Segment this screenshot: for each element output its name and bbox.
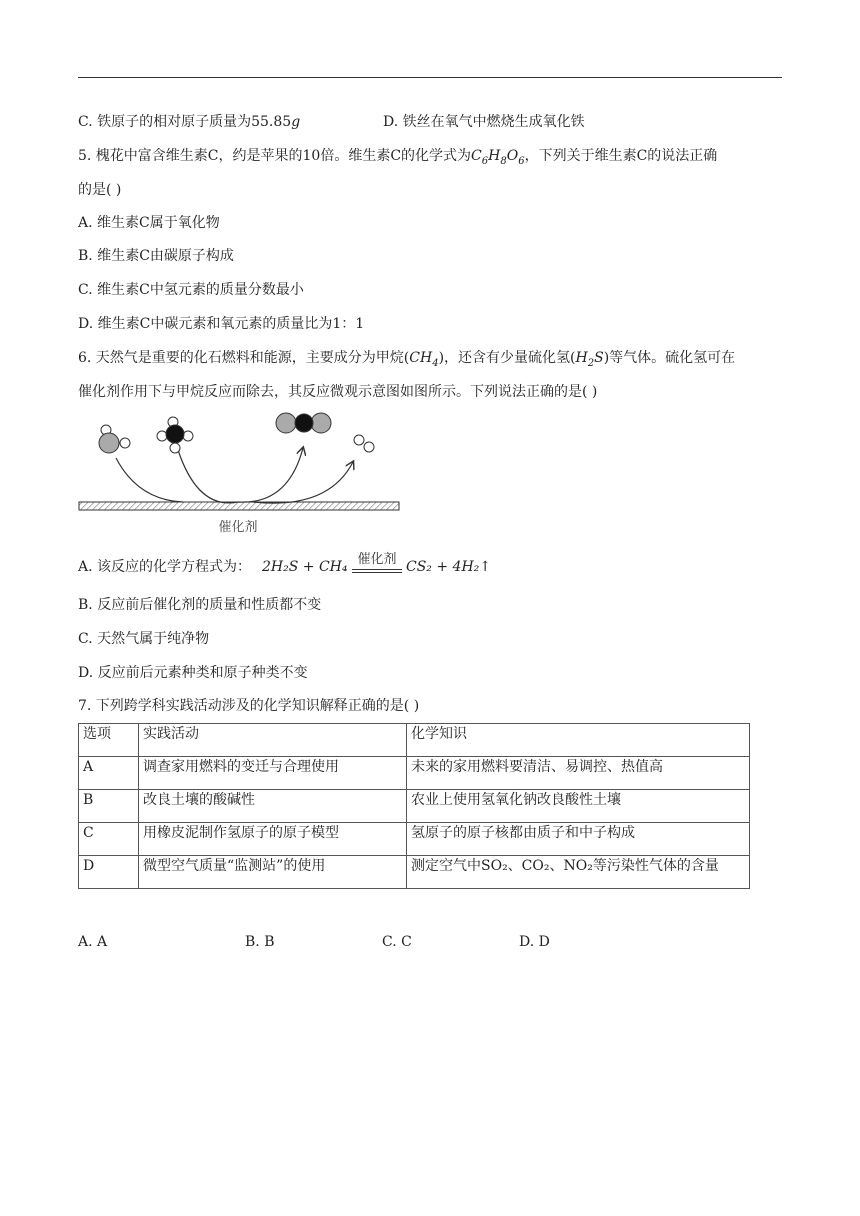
reactant-path-1 bbox=[116, 458, 183, 502]
h2s-molecule bbox=[99, 425, 130, 453]
table-cell: A bbox=[79, 757, 139, 790]
q6-option-c: C. 天然气属于纯净物 bbox=[78, 631, 210, 647]
table-cell: D bbox=[79, 856, 139, 889]
q5-option-b: B. 维生素C由碳原子构成 bbox=[78, 248, 234, 264]
table-cell: 氢原子的原子核都由质子和中子构成 bbox=[407, 823, 750, 856]
q4-option-d: D. 铁丝在氧气中燃烧生成氧化铁 bbox=[383, 114, 585, 130]
header-rule bbox=[78, 77, 782, 78]
table-cell: 未来的家用燃料要清洁、易调控、热值高 bbox=[407, 757, 750, 790]
q5-option-a: A. 维生素C属于氧化物 bbox=[78, 215, 220, 231]
ch4-molecule bbox=[157, 417, 193, 453]
table-row bbox=[79, 856, 750, 889]
q5-stem-cont: 的是( ) bbox=[78, 182, 122, 198]
equation-right: CS₂ + 4H₂↑ bbox=[406, 559, 492, 575]
q6-stem-cont: 催化剂作用下与甲烷反应而除去，其反应微观示意图如图所示。下列说法正确的是( ) bbox=[78, 384, 598, 400]
q5-option-d: D. 维生素C中碳元素和氧元素的质量比为1：1 bbox=[78, 316, 365, 332]
catalyst-surface bbox=[79, 502, 399, 510]
table-cell: 用橡皮泥制作氢原子的原子模型 bbox=[139, 823, 407, 856]
q6-option-d: D. 反应前后元素种类和原子种类不变 bbox=[78, 665, 308, 681]
table-cell: 改良土壤的酸碱性 bbox=[139, 790, 407, 823]
catalyst-label: 催化剂 bbox=[218, 519, 258, 534]
table-cell: 测定空气中SO₂、CO₂、NO₂等污染性气体的含量 bbox=[407, 856, 750, 889]
q7-answer-b: B. B bbox=[245, 934, 275, 950]
header-cell: 选项 bbox=[79, 724, 139, 757]
q7-table bbox=[78, 723, 750, 889]
q7-answer-c: C. C bbox=[382, 934, 412, 950]
q6-stem: 6. 天然气是重要的化石燃料和能源，主要成分为甲烷$(CH_4)$，还含有少量硫化氢$(H_2S)$等气体。硫化氢可在 bbox=[78, 350, 736, 369]
table-cell: C bbox=[79, 823, 139, 856]
table-row bbox=[79, 823, 750, 856]
q7-answer-a: A. A bbox=[78, 934, 108, 950]
table-cell: B bbox=[79, 790, 139, 823]
table-cell: 调查家用燃料的变迁与合理使用 bbox=[139, 757, 407, 790]
table-cell: 农业上使用氢氧化钠改良酸性土壤 bbox=[407, 790, 750, 823]
equation-condition bbox=[352, 548, 402, 573]
q7-answer-d: D. D bbox=[519, 934, 550, 950]
equation-catalyst-label: 催化剂 bbox=[357, 551, 397, 566]
q6-option-a: A. 该反应的化学方程式为： bbox=[78, 559, 252, 575]
q6-option-b: B. 反应前后催化剂的质量和性质都不变 bbox=[78, 597, 322, 613]
q4-option-c: C. 铁原子的相对原子质量为55.85g bbox=[78, 114, 301, 130]
cs2-molecule bbox=[276, 413, 331, 433]
table-header-row bbox=[79, 724, 750, 757]
q5-option-c: C. 维生素C中氢元素的质量分数最小 bbox=[78, 282, 304, 298]
q5-stem: 5. 槐花中富含维生素C，约是苹果的10倍。维生素C的化学式为$C_6H_8O_6$，下列关于维生素C的说法正确 bbox=[78, 148, 718, 167]
equation-left: 2H₂S + CH₄ bbox=[262, 559, 348, 575]
table-cell: 微型空气质量“监测站”的使用 bbox=[139, 856, 407, 889]
table-row bbox=[79, 757, 750, 790]
reaction-diagram bbox=[78, 410, 403, 540]
header-cell: 实践活动 bbox=[139, 724, 407, 757]
product-path-1 bbox=[178, 448, 303, 503]
header-cell: 化学知识 bbox=[407, 724, 750, 757]
q7-stem: 7. 下列跨学科实践活动涉及的化学知识解释正确的是( ) bbox=[78, 698, 420, 714]
table-row bbox=[79, 790, 750, 823]
h2-molecule bbox=[354, 435, 374, 452]
